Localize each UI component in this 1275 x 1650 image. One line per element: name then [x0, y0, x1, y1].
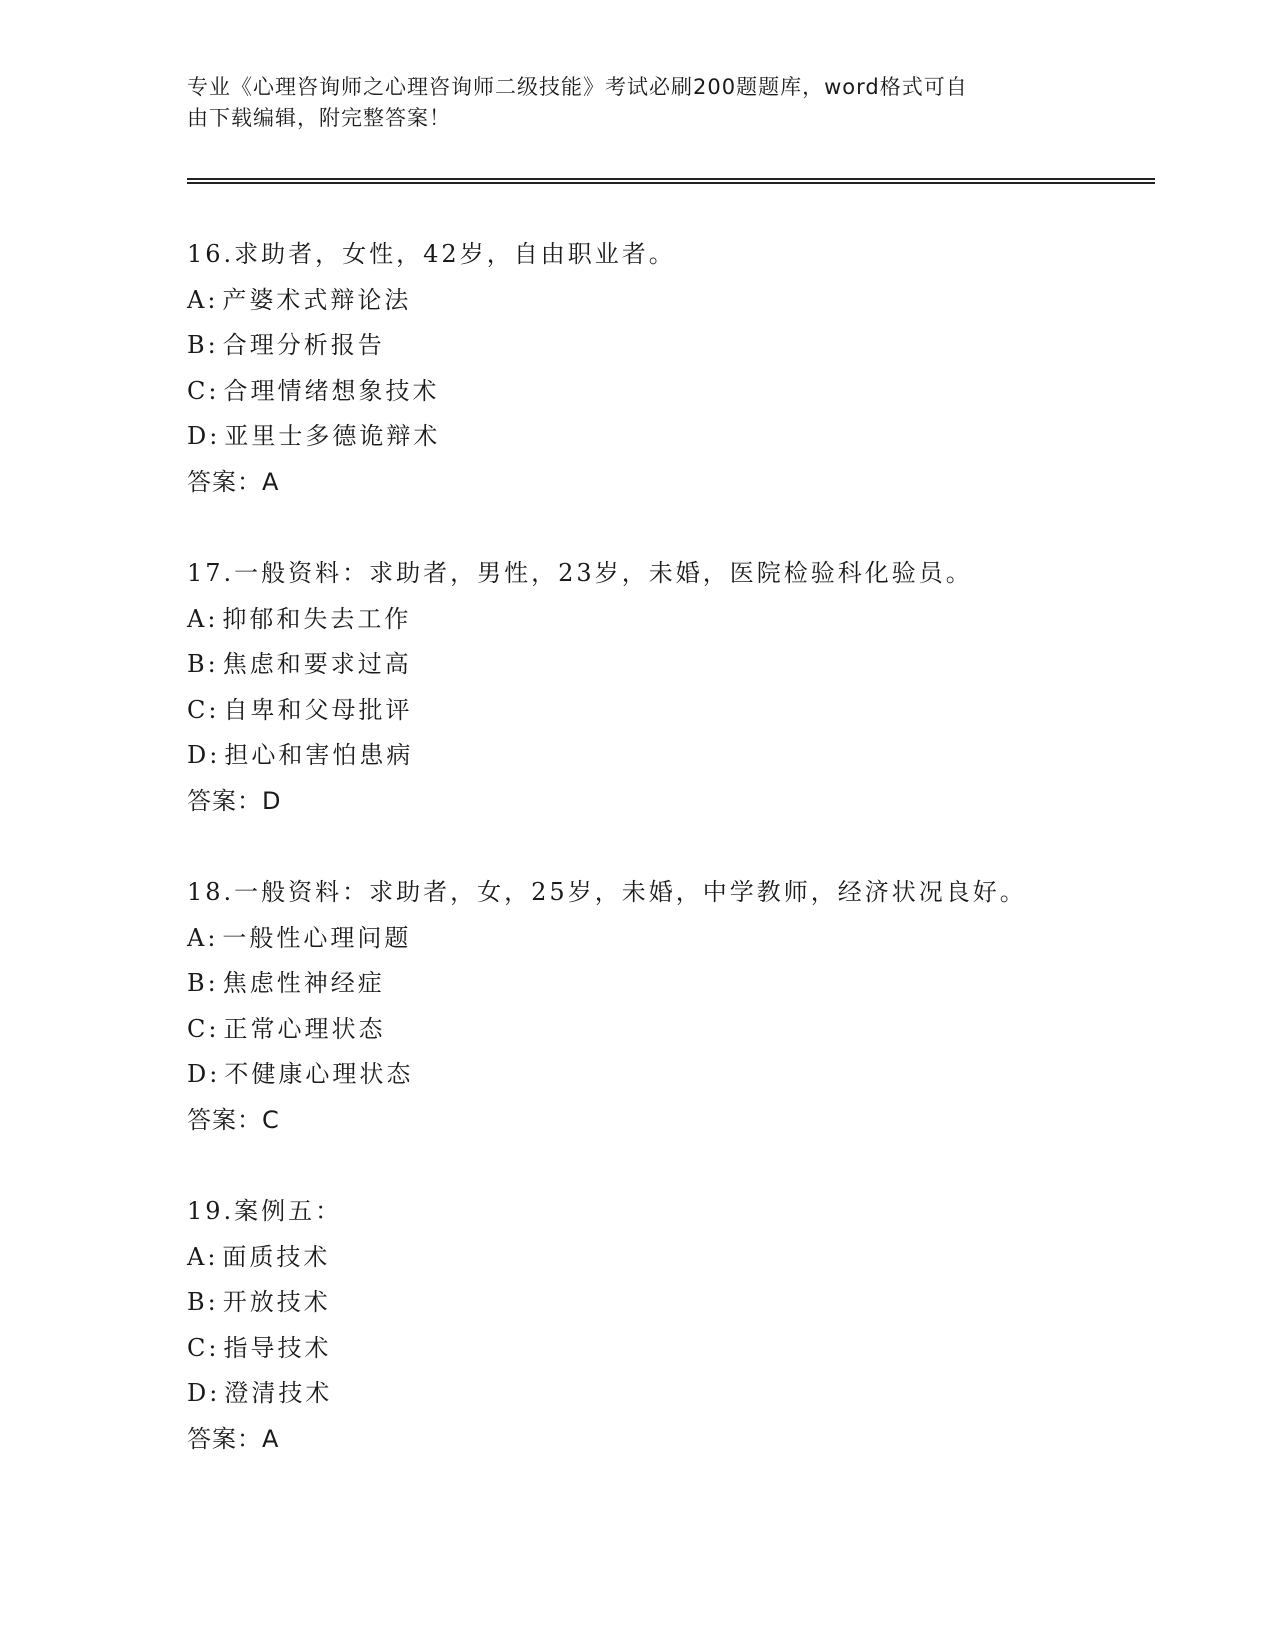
- option-letter: B:: [187, 1288, 219, 1316]
- question-stem: 17.一般资料：求助者，男性，23岁，未婚，医院检验科化验员。: [187, 559, 973, 587]
- option-a: [187, 1235, 1155, 1281]
- question-stem: 16.求助者，女性，42岁，自由职业者。: [187, 240, 676, 268]
- option-d: [187, 1052, 1155, 1098]
- option-c: [187, 688, 1155, 734]
- option-letter: D:: [187, 1379, 221, 1407]
- question-answer: 答案：A: [187, 467, 280, 496]
- option-c: [187, 369, 1155, 415]
- option-text: 亚里士多德诡辩术: [224, 422, 441, 450]
- option-b: [187, 642, 1155, 688]
- option-letter: C:: [187, 1333, 220, 1362]
- option-letter: C:: [187, 1014, 220, 1043]
- option-text: 指导技术: [223, 1333, 332, 1362]
- option-b: [187, 961, 1155, 1007]
- option-text: 面质技术: [222, 1242, 331, 1271]
- question-17: [187, 551, 1155, 824]
- question-19: [187, 1189, 1155, 1462]
- option-text: 合理分析报告: [222, 331, 385, 359]
- question-stem: 19.案例五：: [187, 1197, 343, 1225]
- option-text: 一般性心理问题: [222, 923, 412, 952]
- option-text: 产婆术式辩论法: [222, 285, 412, 314]
- option-d: [187, 1371, 1155, 1417]
- option-letter: D:: [187, 1060, 221, 1088]
- document-header: [187, 72, 1087, 134]
- option-letter: B:: [187, 331, 219, 359]
- option-letter: A:: [187, 923, 219, 952]
- option-a: [187, 916, 1155, 962]
- question-stem: 18.一般资料：求助者，女，25岁，未婚，中学教师，经济状况良好。: [187, 878, 1027, 906]
- header-line-2: 由下载编辑，附完整答案！: [187, 106, 451, 130]
- question-18: [187, 870, 1155, 1143]
- option-a: [187, 278, 1155, 324]
- question-answer: 答案：C: [187, 1105, 280, 1134]
- option-letter: A:: [187, 604, 219, 633]
- option-letter: C:: [187, 376, 220, 405]
- header-double-rule: [187, 178, 1155, 184]
- option-letter: B:: [187, 969, 219, 997]
- question-answer: 答案：A: [187, 1424, 280, 1453]
- option-text: 合理情绪想象技术: [223, 376, 440, 405]
- option-letter: A:: [187, 285, 219, 314]
- option-text: 自卑和父母批评: [223, 695, 413, 724]
- option-c: [187, 1007, 1155, 1053]
- option-c: [187, 1326, 1155, 1372]
- question-16: [187, 232, 1155, 505]
- option-letter: D:: [187, 741, 221, 769]
- option-d: [187, 733, 1155, 779]
- option-text: 开放技术: [222, 1288, 331, 1316]
- question-answer: 答案：D: [187, 786, 282, 815]
- option-text: 抑郁和失去工作: [222, 604, 412, 633]
- option-b: [187, 323, 1155, 369]
- option-text: 焦虑性神经症: [222, 969, 385, 997]
- header-line-1: 专业《心理咨询师之心理咨询师二级技能》考试必刷200题题库，word格式可自: [187, 75, 968, 99]
- option-letter: B:: [187, 650, 219, 678]
- option-letter: A:: [187, 1242, 219, 1271]
- question-list: [187, 232, 1155, 1508]
- option-text: 担心和害怕患病: [224, 741, 414, 769]
- option-letter: D:: [187, 422, 221, 450]
- option-d: [187, 414, 1155, 460]
- option-text: 正常心理状态: [223, 1014, 386, 1043]
- option-letter: C:: [187, 695, 220, 724]
- option-text: 焦虑和要求过高: [222, 650, 412, 678]
- option-a: [187, 597, 1155, 643]
- option-text: 澄清技术: [224, 1379, 333, 1407]
- option-b: [187, 1280, 1155, 1326]
- option-text: 不健康心理状态: [224, 1060, 414, 1088]
